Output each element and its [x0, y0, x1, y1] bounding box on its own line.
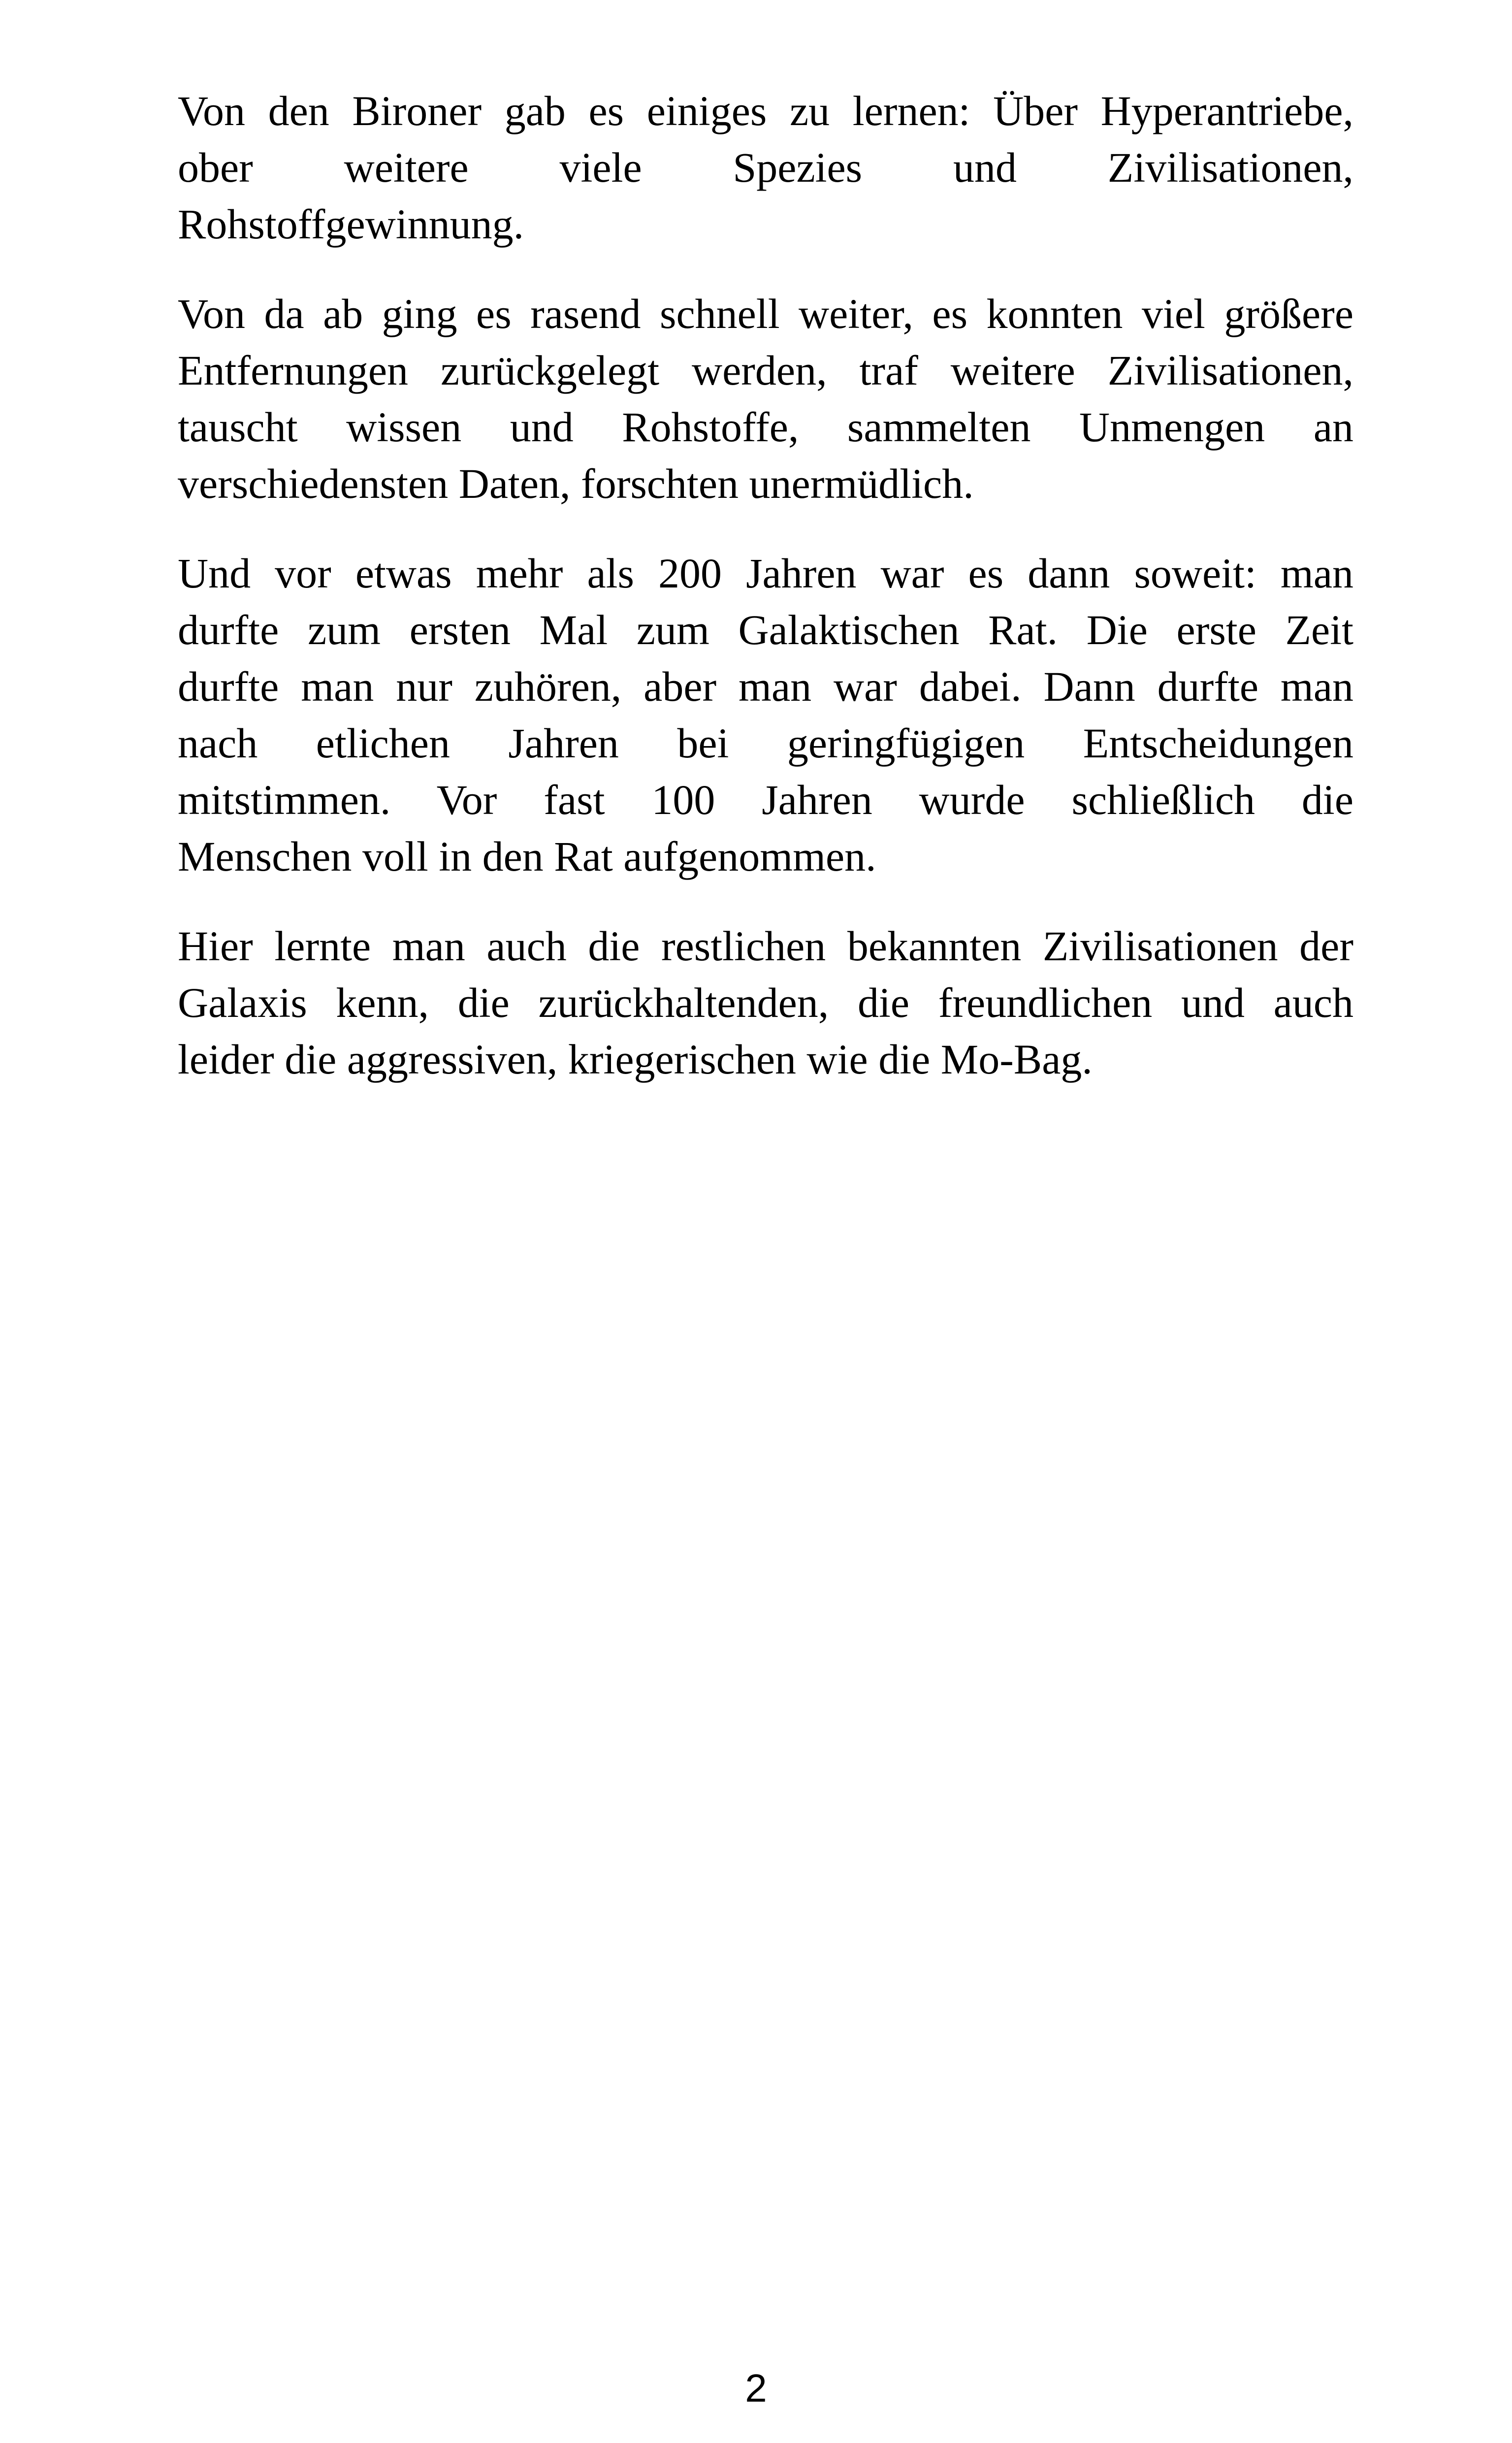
page-number: 2	[745, 2366, 767, 2410]
text-line: Von den Bironer gab es einiges zu lernen: Über Hyperantriebe,	[178, 87, 1353, 134]
text-line: durfte man nur zuhören, aber man war dabei. Dann durfte man	[178, 663, 1353, 710]
text-line: ober weitere viele Spezies und Zivilisationen,	[178, 144, 1353, 191]
text-line: Menschen voll in den Rat aufgenommen.	[178, 833, 876, 880]
paragraph-4	[178, 918, 1353, 1088]
text-line: tauscht wissen und Rohstoffe, sammelten Unmengen an	[178, 403, 1353, 451]
text-line: Hier lernte man auch die restlichen bekannten Zivilisationen der	[178, 922, 1353, 970]
paragraph-3	[178, 545, 1353, 885]
text-line: verschiedensten Daten, forschten unermüdlich.	[178, 460, 974, 507]
body-text	[178, 83, 1353, 1121]
text-line: mitstimmen. Vor fast 100 Jahren wurde schließlich die	[178, 776, 1353, 823]
text-line: Galaxis kenn, die zurückhaltenden, die freundlichen und auch	[178, 979, 1353, 1026]
text-line: durfte zum ersten Mal zum Galaktischen Rat. Die erste Zeit	[178, 606, 1353, 653]
text-line: Entfernungen zurückgelegt werden, traf weitere Zivilisationen,	[178, 347, 1353, 394]
text-line: Und vor etwas mehr als 200 Jahren war es dann soweit: man	[178, 550, 1353, 597]
text-line: leider die aggressiven, kriegerischen wie die Mo-Bag.	[178, 1036, 1093, 1083]
text-line: nach etlichen Jahren bei geringfügigen Entscheidungen	[178, 719, 1353, 767]
paragraph-1	[178, 83, 1353, 253]
text-line: Von da ab ging es rasend schnell weiter, es konnten viel größere	[178, 290, 1353, 337]
text-line: Rohstoffgewinnung.	[178, 200, 524, 248]
paragraph-2	[178, 286, 1353, 512]
